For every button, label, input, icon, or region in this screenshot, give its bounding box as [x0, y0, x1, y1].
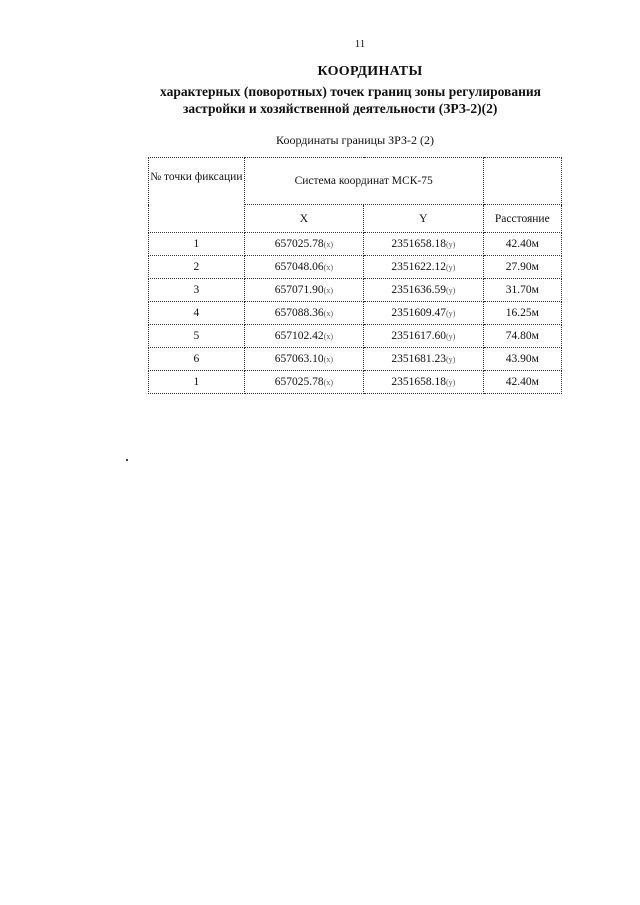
cell-y: [364, 233, 484, 256]
x-tag: (x): [323, 263, 333, 272]
y-tag: (y): [445, 332, 456, 341]
y-value: 2351658.18: [391, 376, 446, 388]
y-value: 2351681.23: [391, 353, 446, 365]
y-value: 2351636.59: [391, 284, 446, 296]
cell-x: [244, 233, 363, 256]
cell-x: [244, 371, 363, 394]
distance-value: 74.80м: [505, 330, 539, 342]
x-tag: (x): [323, 286, 333, 295]
y-tag: (y): [445, 378, 456, 387]
point-number: 5: [193, 330, 200, 342]
cell-point: [149, 371, 245, 394]
cell-point: [149, 325, 245, 348]
cell-x: [244, 325, 363, 348]
table-row: [149, 279, 562, 302]
document-title: КООРДИНАТЫ: [317, 64, 423, 79]
table-row: [149, 302, 562, 325]
stray-dot-mark: [126, 459, 128, 461]
cell-distance: [483, 302, 561, 325]
cell-y: [364, 256, 484, 279]
cell-distance: [483, 279, 561, 302]
y-value: 2351622.12: [391, 261, 446, 273]
cell-distance: [483, 256, 561, 279]
cell-x: [244, 348, 363, 371]
cell-distance: [483, 325, 561, 348]
cell-point: [149, 279, 245, 302]
x-value: 657025.78: [274, 238, 324, 250]
x-value: 657071.90: [274, 284, 324, 296]
y-tag: (y): [445, 263, 456, 272]
distance-value: 16.25м: [505, 307, 539, 319]
distance-value: 42.40м: [505, 238, 539, 250]
table-row: [149, 371, 562, 394]
cell-x: [244, 302, 363, 325]
point-number: 1: [193, 376, 200, 388]
point-number: 1: [193, 238, 200, 250]
x-value: 657088.36: [274, 307, 324, 319]
table-row: [149, 233, 562, 256]
point-number: 3: [193, 284, 200, 296]
x-value: 657063.10: [274, 353, 324, 365]
table-body: [149, 233, 562, 394]
cell-y: [364, 348, 484, 371]
y-tag: (y): [445, 240, 456, 249]
x-tag: (x): [323, 355, 333, 364]
cell-distance: [483, 371, 561, 394]
distance-value: 43.90м: [505, 353, 539, 365]
x-value: 657102.42: [274, 330, 324, 342]
y-value: 2351609.47: [391, 307, 446, 319]
y-tag: (y): [445, 309, 456, 318]
cell-y: [364, 371, 484, 394]
x-tag: (x): [323, 240, 333, 249]
point-number: 2: [193, 261, 200, 273]
x-tag: (x): [323, 332, 333, 341]
header-point-number: № точки фиксации: [149, 158, 245, 233]
table-row: [149, 348, 562, 371]
cell-point: [149, 233, 245, 256]
distance-value: 31.70м: [505, 284, 539, 296]
x-value: 657048.06: [274, 261, 324, 273]
header-coordinate-system: Система координат МСК-75: [244, 158, 483, 205]
y-tag: (y): [445, 355, 456, 364]
x-tag: (x): [323, 378, 333, 387]
x-tag: (x): [323, 309, 333, 318]
y-value: 2351617.60: [391, 330, 446, 342]
cell-x: [244, 256, 363, 279]
cell-distance: [483, 348, 561, 371]
y-tag: (y): [445, 286, 456, 295]
point-number: 4: [193, 307, 200, 319]
cell-point: [149, 348, 245, 371]
x-value: 657025.78: [274, 376, 324, 388]
cell-point: [149, 302, 245, 325]
table-caption: Координаты границы ЗРЗ-2 (2): [276, 133, 434, 147]
distance-value: 27.90м: [505, 261, 539, 273]
header-blank-cell: [483, 158, 561, 205]
header-y: Y: [364, 205, 484, 233]
cell-point: [149, 256, 245, 279]
cell-distance: [483, 233, 561, 256]
table-row: [149, 256, 562, 279]
point-number: 6: [193, 353, 200, 365]
document-subtitle-line2: застройки и хозяйственной деятельности (ЗРЗ-2)(2): [183, 101, 498, 116]
y-value: 2351658.18: [391, 238, 446, 250]
table-row: [149, 325, 562, 348]
cell-y: [364, 325, 484, 348]
header-distance: Расстояние: [483, 205, 561, 233]
cell-y: [364, 302, 484, 325]
coordinates-table: [148, 157, 562, 394]
cell-x: [244, 279, 363, 302]
page-number: 11: [354, 38, 366, 50]
distance-value: 42.40м: [505, 376, 539, 388]
document-subtitle-line1: характерных (поворотных) точек границ зоны регулирования: [160, 84, 541, 99]
cell-y: [364, 279, 484, 302]
header-x: X: [244, 205, 363, 233]
